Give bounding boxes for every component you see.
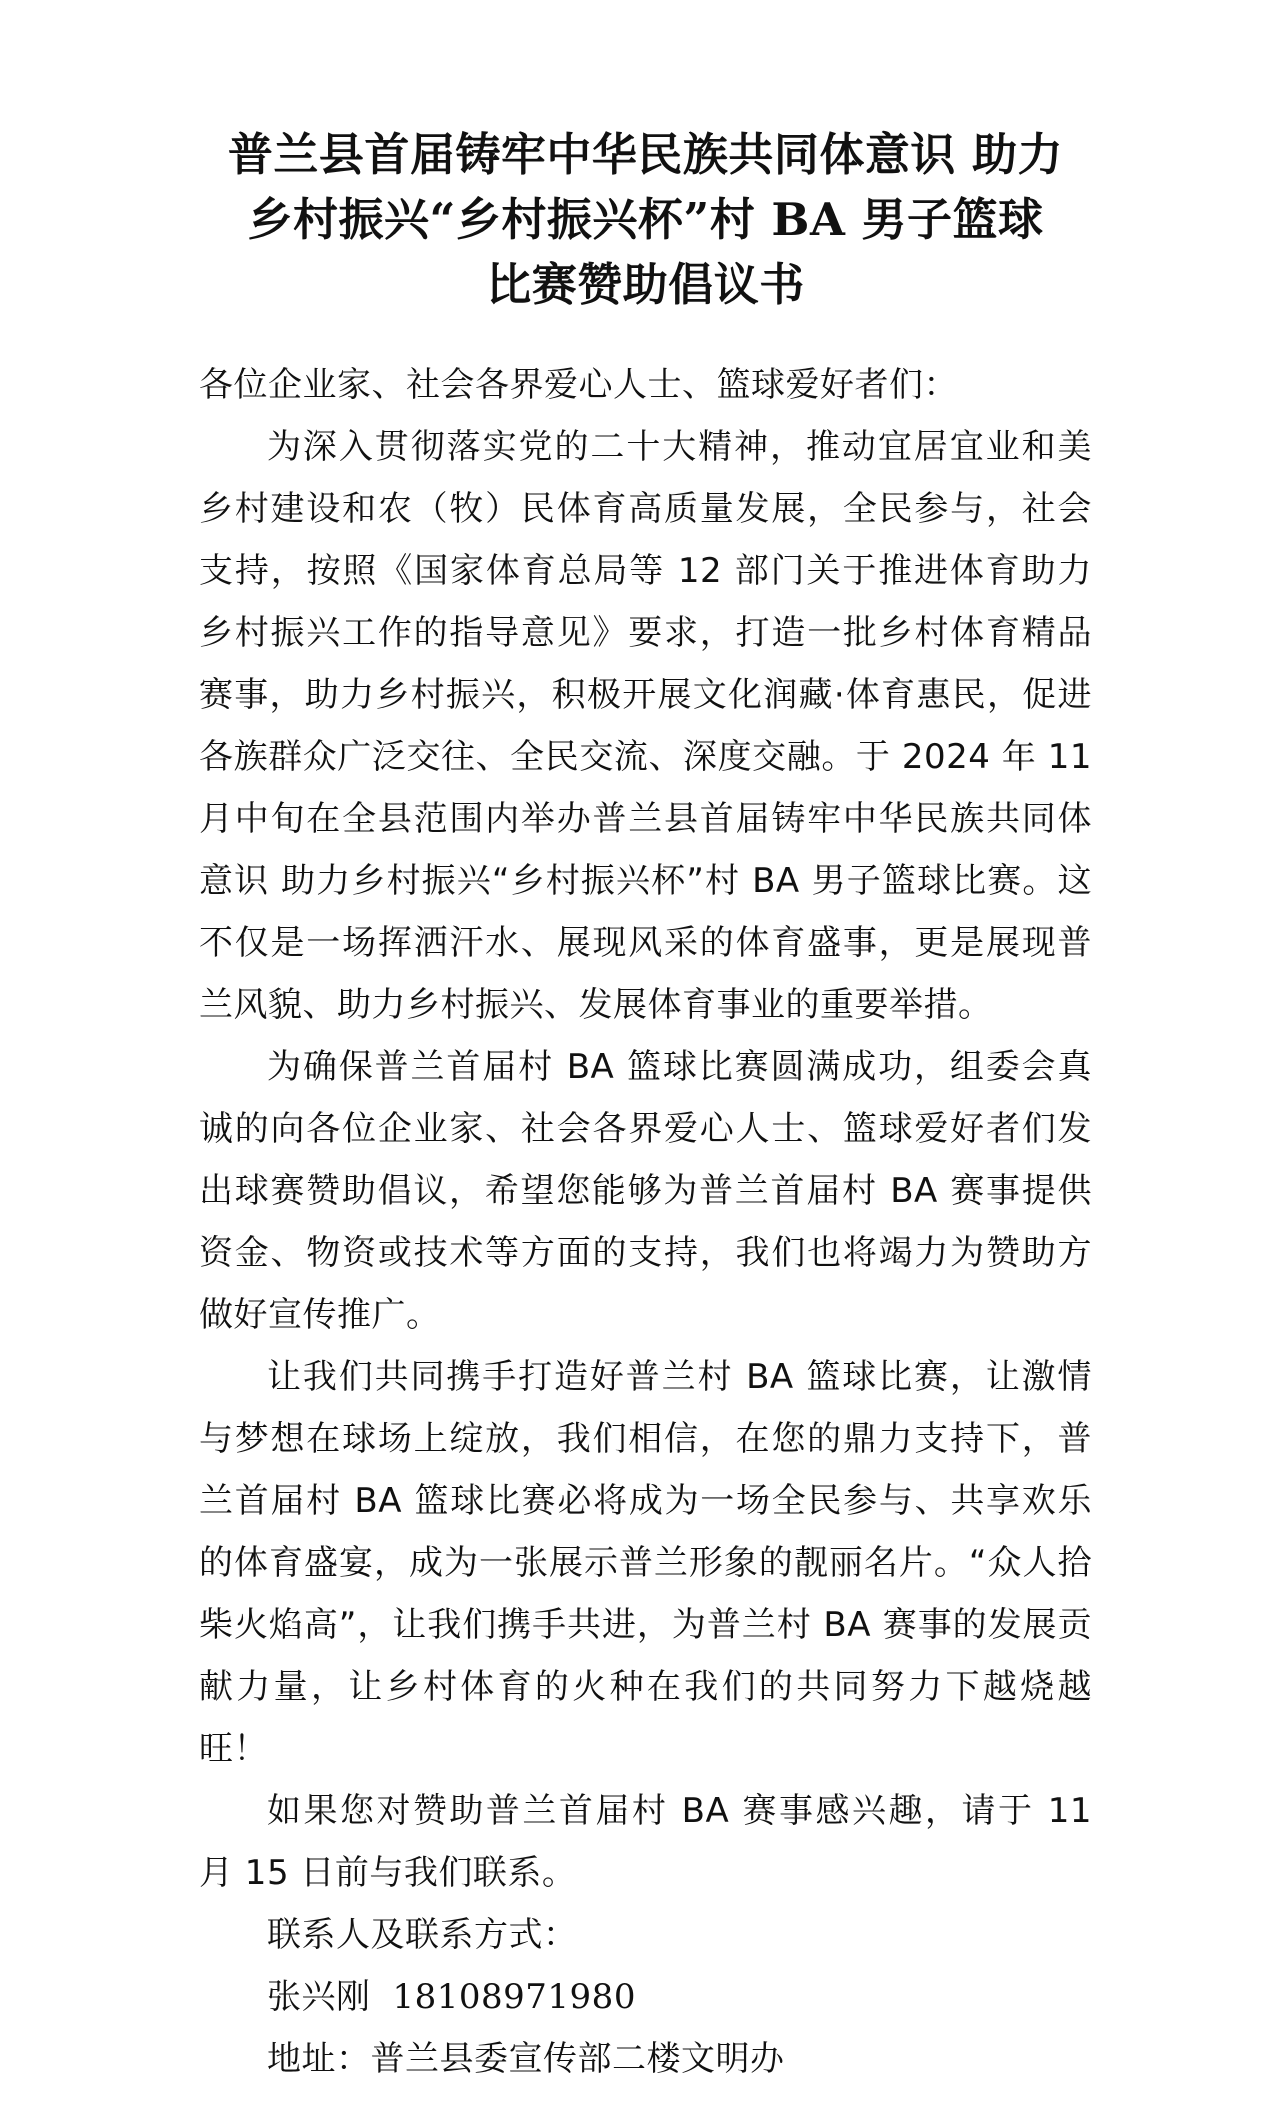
contact-heading: 联系人及联系方式：: [267, 1915, 578, 1955]
contact-address: 地址：普兰县委宣传部二楼文明办: [267, 2039, 785, 2079]
title-line: 比赛赞助倡议书: [486, 258, 805, 311]
contact-name: 张兴刚: [267, 1977, 371, 2017]
title-line: 普兰县首届铸牢中华民族共同体意识 助力: [227, 128, 1064, 181]
title-line: 乡村振兴“乡村振兴杯”村 BA 男子篮球: [247, 193, 1044, 246]
contact-phone: 18108971980: [392, 1977, 636, 2017]
contact-person: [199, 1966, 1092, 2028]
salutation: 各位企业家、社会各界爱心人士、篮球爱好者们：: [199, 365, 958, 405]
paragraph-sponsorship-call: 为确保普兰首届村 BA 篮球比赛圆满成功，组委会真诚的向各位企业家、社会各界爱心人士、篮球爱好者们发出球赛赞助倡议，希望您能够为普兰首届村 BA 赛事提供资金、物资或技术等方面的支持，我们也将竭力为赞助方做好宣传推广。: [199, 1047, 1092, 1335]
document-title: [199, 122, 1092, 317]
paragraph-intro: 为深入贯彻落实党的二十大精神，推动宜居宜业和美乡村建设和农（牧）民体育高质量发展，全民参与，社会支持，按照《国家体育总局等 12 部门关于推进体育助力乡村振兴工作的指导意见》要求，打造一批乡村体育精品赛事，助力乡村振兴，积极开展文化润藏·体育惠民，促进各族群众广泛交往、全民交流、深度交融。于 2024 年 11 月中旬在全县范围内举办普兰县首届铸牢中华民族共同体意识 助力乡村振兴“乡村振兴杯”村 BA 男子篮球比赛。这不仅是一场挥洒汗水、展现风采的体育盛事，更是展现普兰风貌、助力乡村振兴、发展体育事业的重要举措。: [199, 427, 1092, 1025]
document-body: [199, 354, 1092, 2090]
paragraph-appeal: 让我们共同携手打造好普兰村 BA 篮球比赛，让激情与梦想在球场上绽放，我们相信，在您的鼎力支持下，普兰首届村 BA 篮球比赛必将成为一场全民参与、共享欢乐的体育盛宴，成为一张展示普兰形象的靓丽名片。“众人拾柴火焰高”，让我们携手共进，为普兰村 BA 赛事的发展贡献力量，让乡村体育的火种在我们的共同努力下越烧越旺！: [199, 1357, 1092, 1769]
paragraph-deadline: 如果您对赞助普兰首届村 BA 赛事感兴趣，请于 11 月 15 日前与我们联系。: [199, 1791, 1092, 1893]
